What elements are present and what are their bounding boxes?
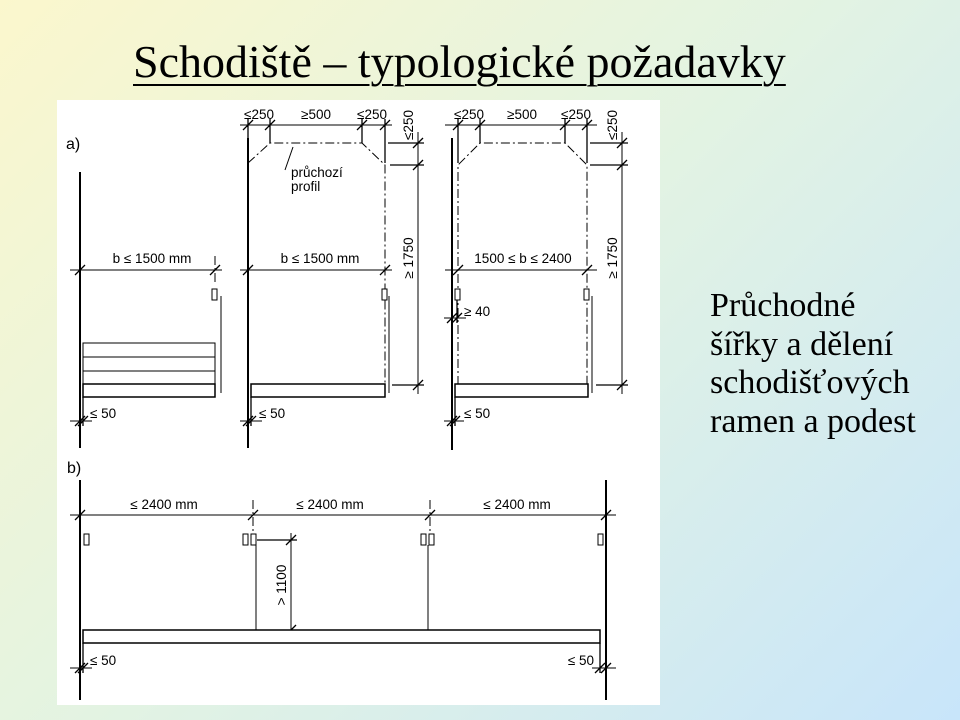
landing-slab <box>251 384 385 397</box>
width-limit-label: b ≤ 1500 mm <box>112 251 192 266</box>
segment-width-label-3: ≤ 2400 mm <box>483 497 551 512</box>
part-a-label: a) <box>66 136 81 153</box>
handrail-left <box>455 289 460 300</box>
wall-gap-right-label: ≤ 50 <box>567 653 594 668</box>
handrail-right <box>584 289 589 300</box>
landing-slab <box>455 384 588 397</box>
wall-gap-label: ≤ 50 <box>90 406 117 421</box>
side-caption-line: schodišťových <box>710 364 910 402</box>
profile-label-line1: průchozí <box>291 165 343 180</box>
width-limit-label: b ≤ 1500 mm <box>280 251 360 266</box>
landing-slab <box>83 384 215 397</box>
top-dim-middle-label: ≥500 <box>301 107 331 122</box>
wall-gap-left-label: ≤ 50 <box>90 653 117 668</box>
side-caption <box>710 287 916 442</box>
corner-dim-label: ≤250 <box>605 110 620 140</box>
landing-slab <box>83 630 600 643</box>
corner-dim-label: ≤250 <box>401 110 416 140</box>
profile-label-line2: profil <box>291 179 321 194</box>
railing-height-label: > 1100 <box>274 564 289 606</box>
handrail <box>251 534 256 545</box>
segment-width-label-1: ≤ 2400 mm <box>130 497 198 512</box>
wall-gap-label: ≤ 50 <box>259 406 286 421</box>
handrail <box>429 534 434 545</box>
clear-height-label: ≥ 1750 <box>401 237 416 279</box>
handrail <box>382 289 387 300</box>
handrail <box>243 534 248 545</box>
wall-gap-label: ≤ 50 <box>464 406 491 421</box>
top-dim-middle-label: ≥500 <box>507 107 537 122</box>
handrail <box>421 534 426 545</box>
drawing-panel <box>57 100 660 705</box>
handrail <box>84 534 89 545</box>
handrail-gap-label: ≥ 40 <box>464 304 491 319</box>
handrail <box>598 534 603 545</box>
slide-title: Schodiště – typologické požadavky <box>133 36 786 87</box>
top-dim-right-label: ≤250 <box>561 107 591 122</box>
handrail <box>212 289 217 300</box>
stair-flight <box>83 343 215 384</box>
side-caption-line: ramen a podest <box>710 403 916 441</box>
part-b-label: b) <box>67 460 82 477</box>
side-caption-line: šířky a dělení <box>710 325 894 363</box>
top-dim-left-label: ≤250 <box>244 107 274 122</box>
top-dim-left-label: ≤250 <box>454 107 484 122</box>
clear-height-label: ≥ 1750 <box>605 237 620 279</box>
top-dim-right-label: ≤250 <box>357 107 387 122</box>
side-caption-line: Průchodné <box>710 287 856 324</box>
width-limit-label: 1500 ≤ b ≤ 2400 <box>474 251 572 266</box>
segment-width-label-2: ≤ 2400 mm <box>296 497 364 512</box>
